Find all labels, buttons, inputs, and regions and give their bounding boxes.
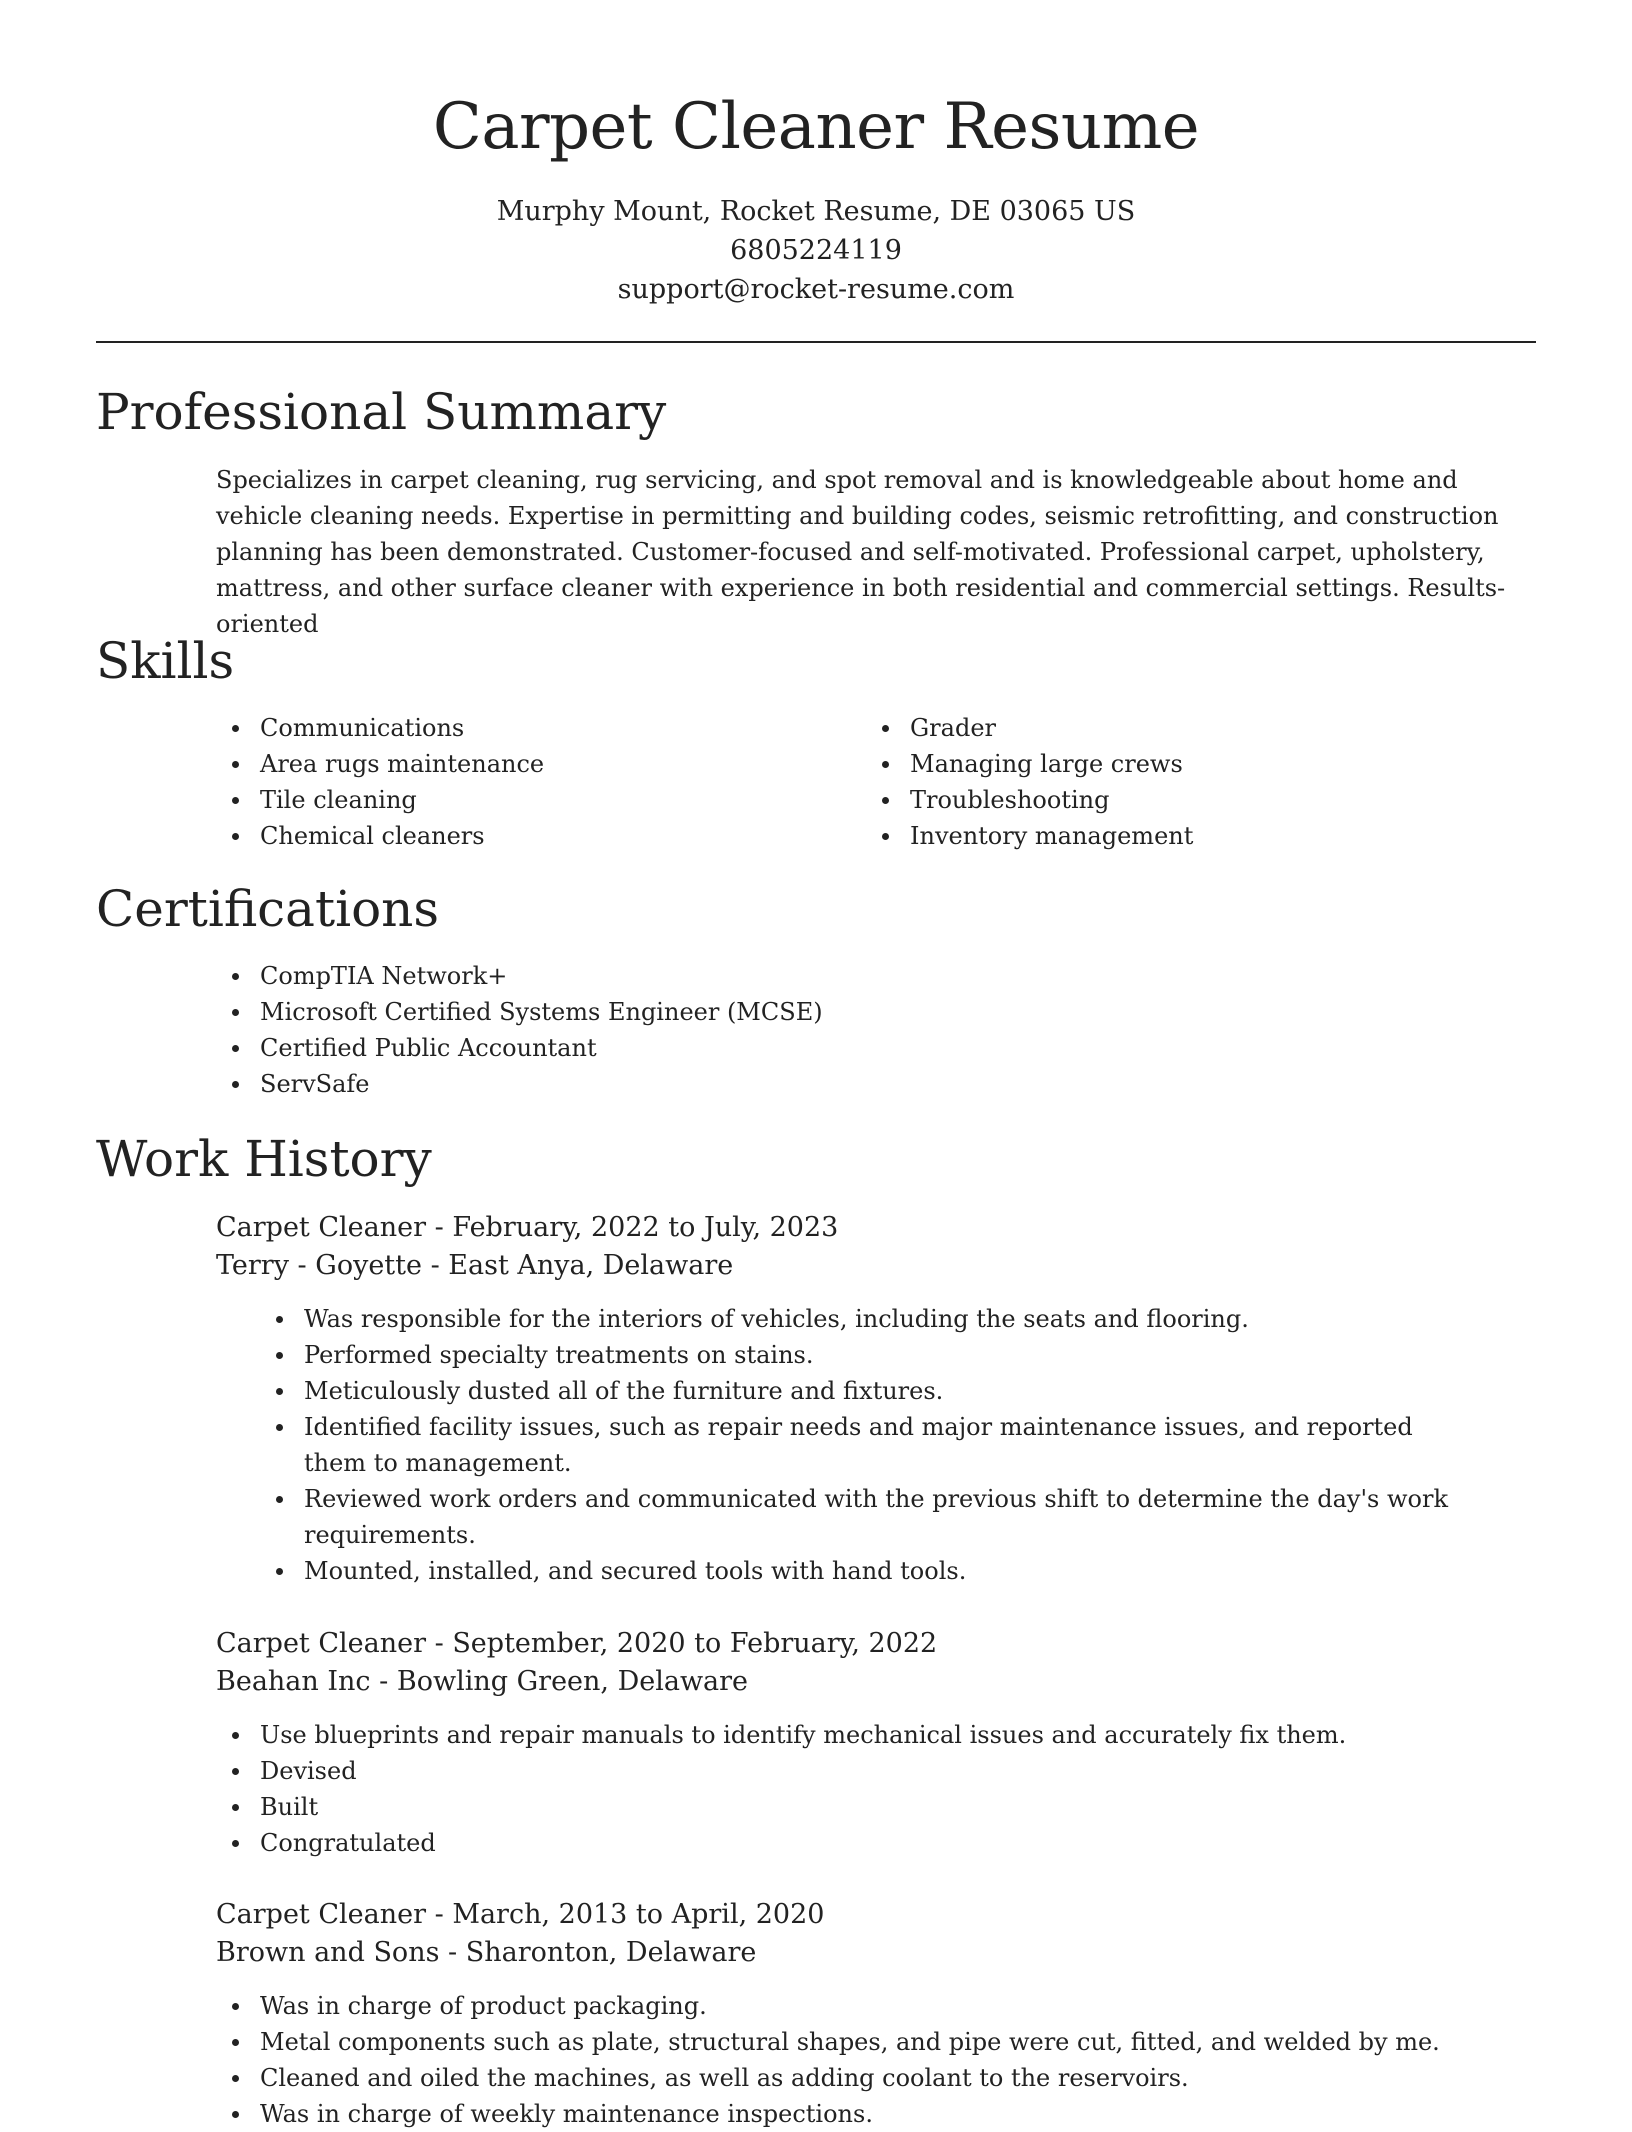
job-title: Carpet Cleaner [216,1628,427,1659]
job-title-line: Carpet Cleaner - September, 2020 to February, 2022 [216,1628,938,1659]
work-history-heading: Work History [96,1130,432,1188]
job-entry [216,1209,1476,1589]
job-bullet: Was in charge of product packaging. [216,1988,1476,2024]
skill-item: Grader [866,710,1193,746]
contact-phone: 6805224119 [730,235,902,266]
skill-item: Communications [216,710,544,746]
job-responsibilities [216,1301,1476,1589]
job-dates: February, 2022 to July, 2023 [452,1212,839,1243]
job-company-line: Beahan Inc - Bowling Green, Delaware [216,1666,749,1697]
skills-list-right [866,710,1193,854]
job-location: Bowling Green, Delaware [396,1666,749,1697]
certifications-heading: Certifications [96,880,440,938]
job-location: East Anya, Delaware [448,1250,734,1281]
job-title-line: Carpet Cleaner - March, 2013 to April, 2020 [216,1899,825,1930]
job-bullet: Meticulously dusted all of the furniture and fixtures. [260,1373,1476,1409]
job-title-line: Carpet Cleaner - February, 2022 to July, 2023 [216,1212,839,1243]
job-responsibilities [216,1717,1476,1861]
skill-item: Chemical cleaners [216,818,544,854]
job-location: Sharonton, Delaware [465,1937,757,1968]
job-bullet: Metal components such as plate, structural shapes, and pipe were cut, fitted, and welded by me. [216,2024,1476,2060]
job-responsibilities [216,1988,1476,2132]
job-dates: September, 2020 to February, 2022 [452,1628,938,1659]
job-company-line: Brown and Sons - Sharonton, Delaware [216,1937,757,1968]
job-bullet: Congratulated [216,1825,1476,1861]
job-title: Carpet Cleaner [216,1212,427,1243]
resume-header [0,0,1632,309]
skill-item: Area rugs maintenance [216,746,544,782]
job-bullet: Was responsible for the interiors of vehicles, including the seats and flooring. [260,1301,1476,1337]
job-entry [216,1896,1476,2132]
resume-title: Carpet Cleaner Resume [432,90,1200,164]
header-divider [96,341,1536,343]
summary-text: Specializes in carpet cleaning, rug servicing, and spot removal and is knowledgeable about home and vehicle cleaning needs. Expertise in permitting and building codes, seismic retrofitting, and construction planning has been demonstrated. Customer-focused and self-motivated. Professional carpet, upholstery, mattress, and other surface cleaner with experience in both residential and commercial settings. Results-oriented [216,466,1506,638]
certification-item: Certified Public Accountant [216,1030,823,1066]
skill-item: Tile cleaning [216,782,544,818]
contact-email: support@rocket-resume.com [617,274,1015,305]
skill-item: Managing large crews [866,746,1193,782]
summary-heading: Professional Summary [96,383,667,441]
job-bullet: Was in charge of weekly maintenance inspections. [216,2096,1476,2132]
skills-list-left [216,710,544,854]
job-title: Carpet Cleaner [216,1899,427,1930]
job-dates: March, 2013 to April, 2020 [452,1899,825,1930]
job-company: Terry - Goyette [216,1250,422,1281]
job-bullet: Cleaned and oiled the machines, as well as adding coolant to the reservoirs. [216,2060,1476,2096]
certification-item: CompTIA Network+ [216,958,823,994]
contact-address: Murphy Mount, Rocket Resume, DE 03065 US [496,196,1136,227]
job-bullet: Mounted, installed, and secured tools with hand tools. [260,1553,1476,1589]
job-bullet: Identified facility issues, such as repair needs and major maintenance issues, and reported them to management. [260,1409,1476,1481]
job-company: Brown and Sons [216,1937,440,1968]
contact-info [0,192,1632,309]
job-bullet: Devised [216,1753,1476,1789]
certifications-list [216,958,823,1102]
job-bullet: Reviewed work orders and communicated with the previous shift to determine the day's work requirements. [260,1481,1476,1553]
job-entry [216,1625,1476,1861]
job-bullet: Performed specialty treatments on stains. [260,1337,1476,1373]
certification-item: Microsoft Certified Systems Engineer (MCSE) [216,994,823,1030]
certification-item: ServSafe [216,1066,823,1102]
job-company: Beahan Inc [216,1666,371,1697]
job-company-line: Terry - Goyette - East Anya, Delaware [216,1250,734,1281]
skill-item: Troubleshooting [866,782,1193,818]
skills-heading: Skills [96,632,235,690]
job-bullet: Built [216,1789,1476,1825]
skill-item: Inventory management [866,818,1193,854]
job-bullet: Use blueprints and repair manuals to identify mechanical issues and accurately fix them. [216,1717,1476,1753]
